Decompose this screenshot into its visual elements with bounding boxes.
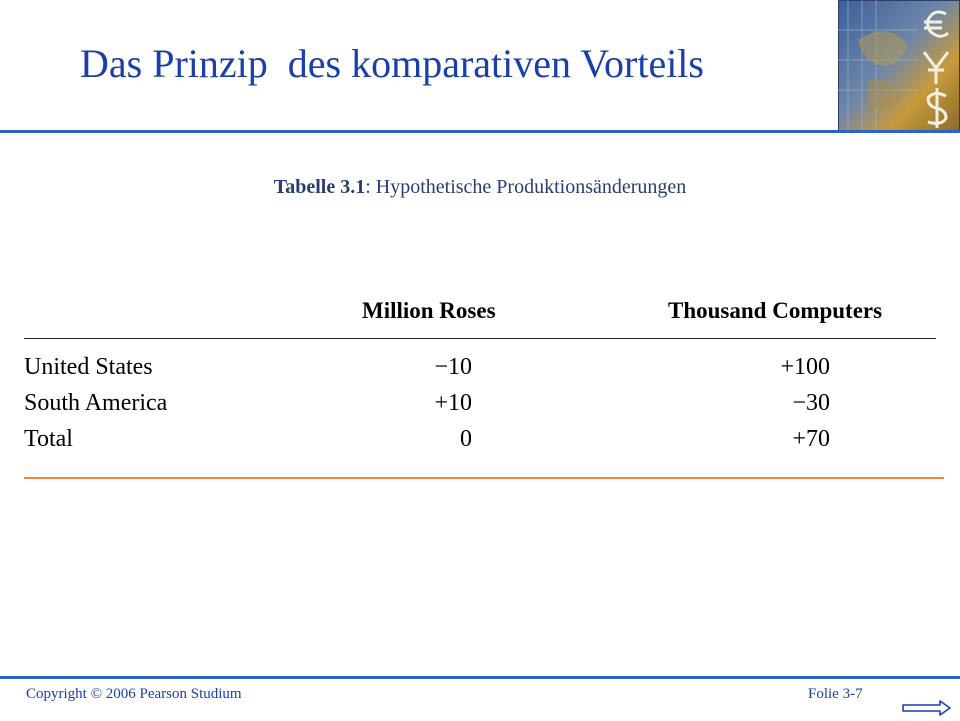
row-computers-value: +100 (780, 354, 830, 380)
slide-title: Das Prinzip des komparativen Vorteils (80, 41, 704, 86)
data-table (24, 296, 944, 482)
bottom-rule (0, 676, 960, 679)
header-rule (24, 338, 936, 339)
table-row (24, 354, 944, 390)
next-slide-button[interactable] (902, 700, 952, 716)
table-caption-text: : Hypothetische Produktionsänderungen (365, 176, 687, 198)
row-label: Total (24, 426, 73, 452)
table-bottom-rule (24, 477, 944, 479)
column-header-computers: Thousand Computers (668, 298, 883, 323)
currency-collage-icon (838, 0, 960, 131)
copyright-text: Copyright © 2006 Pearson Studium (26, 686, 242, 702)
row-label: South America (24, 390, 168, 416)
row-computers-value: −30 (792, 390, 830, 416)
row-label: United States (24, 354, 153, 380)
table-caption (0, 176, 960, 199)
row-roses-value: +10 (434, 390, 472, 416)
row-computers-value: +70 (792, 426, 830, 452)
row-roses-value: 0 (460, 426, 472, 452)
table-row (24, 390, 944, 426)
next-slide-arrow-icon (902, 700, 952, 716)
table-row (24, 426, 944, 462)
column-header-roses: Million Roses (362, 298, 496, 323)
top-rule (0, 130, 960, 133)
slide-number: Folie 3-7 (808, 686, 863, 702)
row-roses-value: −10 (434, 354, 472, 380)
table-caption-label: Tabelle 3.1 (273, 176, 366, 198)
